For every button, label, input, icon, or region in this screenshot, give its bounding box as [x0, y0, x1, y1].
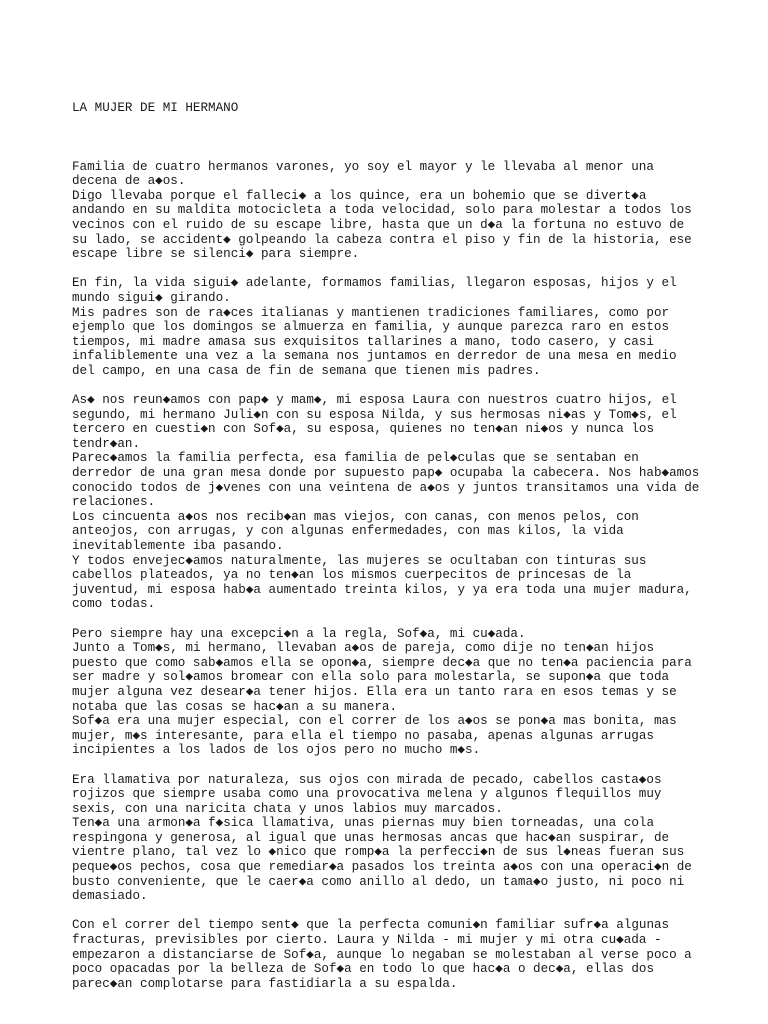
text-line: incipientes a los lados de los ojos pero no mucho m◆s.: [72, 743, 481, 758]
text-line: tendr◆an.: [72, 436, 141, 451]
text-line: andando en su maldita motocicleta a toda velocidad, solo para molestar a todos los: [72, 203, 692, 218]
paragraph: [72, 160, 752, 262]
text-line: vientre plano, tal vez lo ◆nico que romp◆a la perfecci◆n de sus l◆neas fueran sus: [72, 845, 685, 860]
text-line: infaliblemente una vez a la semana nos juntamos en derredor de una mesa en medio: [72, 349, 677, 364]
text-line: vecinos con el ruido de su escape libre, hasta que un d◆a la fortuna no estuvo de: [72, 217, 685, 232]
text-line: Mis padres son de ra◆ces italianas y mantienen tradiciones familiares, como por: [72, 305, 670, 320]
text-line: Era llamativa por naturaleza, sus ojos con mirada de pecado, cabellos casta◆os: [72, 772, 662, 787]
text-line: mujer, m◆s interesante, para ella el tiempo no pasaba, apenas algunas arrugas: [72, 728, 654, 743]
text-line: tercero en cuesti◆n con Sof◆a, su esposa, quienes no ten◆an ni◆os y nunca los: [72, 422, 655, 437]
text-line: En fin, la vida sigui◆ adelante, formamos familias, llegaron esposas, hijos y el: [72, 276, 677, 291]
text-line: Parec◆amos la familia perfecta, esa familia de pel◆culas que se sentaban en: [72, 451, 639, 466]
text-line: su lado, se accident◆ golpeando la cabeza contra el piso y fin de la historia, ese: [72, 232, 692, 247]
text-line: derredor de una gran mesa donde por supuesto pap◆ ocupaba la cabecera. Nos hab◆amos: [72, 466, 700, 481]
text-line: puesto que como sab◆amos ella se opon◆a, siempre dec◆a que no ten◆a paciencia para: [72, 655, 692, 670]
text-line: Y todos envejec◆amos naturalmente, las mujeres se ocultaban con tinturas sus: [72, 553, 647, 568]
text-line: Con el correr del tiempo sent◆ que la perfecta comuni◆n familiar sufr◆a algunas: [72, 918, 670, 933]
text-line: segundo, mi hermano Juli◆n con su esposa Nilda, y sus hermosas ni◆as y Tom◆s, el: [72, 407, 677, 422]
text-line: Pero siempre hay una excepci◆n a la regla, Sof◆a, mi cu◆ada.: [72, 626, 526, 641]
text-line: mujer alguna vez desear◆a tener hijos. Ella era un tanto rara en esos temas y se: [72, 684, 677, 699]
text-line: ser madre y sol◆amos bromear con ella solo para molestarla, se supon◆a que toda: [72, 670, 670, 685]
text-line: como todas.: [72, 597, 156, 612]
text-line: rojizos que siempre usaba como una provocativa melena y algunos flequillos muy: [72, 787, 662, 802]
paragraph: [72, 276, 752, 378]
text-line: juventud, mi esposa hab◆a aumentado treinta kilos, y ya era toda una mujer madura,: [72, 582, 692, 597]
text-line: cabellos plateados, ya no ten◆an los mismos cuerpecitos de princesas de la: [72, 568, 632, 583]
paragraph: [72, 773, 752, 904]
text-line: tiempos, mi madre amasa sus exquisitos tallarines a mano, todo casero, y casi: [72, 334, 654, 349]
text-line: parec◆an complotarse para fastidiarla a su espalda.: [72, 976, 458, 991]
text-line: ejemplo que los domingos se almuerza en familia, y aunque parezca raro en estos: [72, 320, 670, 335]
document-body: [72, 160, 752, 992]
text-line: busto conveniente, que le caer◆a como anillo al dedo, un tama◆o justo, ni poco ni: [72, 874, 685, 889]
text-line: Digo llevaba porque el falleci◆ a los quince, era un bohemio que se divert◆a: [72, 188, 647, 203]
text-line: decena de a◆os.: [72, 174, 186, 189]
text-line: sexis, con una naricita chata y unos labios muy marcados.: [72, 801, 503, 816]
text-line: peque◆os pechos, cosa que remediar◆a pasados los treinta a◆os con una operaci◆n de: [72, 860, 692, 875]
document-title: LA MUJER DE MI HERMANO: [72, 101, 239, 116]
text-line: respingona y generosa, al igual que unas hermosas ancas que hac◆an suspirar, de: [72, 830, 670, 845]
paragraph: [72, 918, 752, 991]
text-line: escape libre se silenci◆ para siempre.: [72, 247, 360, 262]
text-line: poco opacadas por la belleza de Sof◆a en todo lo que hac◆a o dec◆a, ellas dos: [72, 962, 654, 977]
paragraph: [72, 393, 752, 612]
document-page: [72, 72, 752, 1021]
text-line: As◆ nos reun◆amos con pap◆ y mam◆, mi esposa Laura con nuestros cuatro hijos, el: [72, 393, 677, 408]
text-line: notaba que las cosas se hac◆an a su manera.: [72, 699, 397, 714]
text-line: demasiado.: [72, 889, 148, 904]
text-line: Familia de cuatro hermanos varones, yo soy el mayor y le llevaba al menor una: [72, 159, 654, 174]
text-line: relaciones.: [72, 495, 156, 510]
paragraph: [72, 627, 752, 758]
text-line: fracturas, previsibles por cierto. Laura y Nilda - mi mujer y mi otra cu◆ada -: [72, 933, 662, 948]
text-line: Sof◆a era una mujer especial, con el correr de los a◆os se pon◆a mas bonita, mas: [72, 714, 677, 729]
text-line: conocido todos de j◆venes con una veintena de a◆os y juntos transitamos una vida de: [72, 480, 700, 495]
text-line: Los cincuenta a◆os nos recib◆an mas viejos, con canas, con menos pelos, con: [72, 509, 639, 524]
text-line: del campo, en una casa de fin de semana que tienen mis padres.: [72, 363, 541, 378]
text-line: mundo sigui◆ girando.: [72, 290, 231, 305]
text-line: inevitablemente iba pasando.: [72, 539, 284, 553]
text-line: Ten◆a una armon◆a f◆sica llamativa, unas piernas muy bien torneadas, una cola: [72, 816, 654, 831]
text-line: anteojos, con arrugas, y con algunas enfermedades, con mas kilos, la vida: [72, 524, 624, 539]
text-line: Junto a Tom◆s, mi hermano, llevaban a◆os de pareja, como dije no ten◆an hijos: [72, 641, 654, 656]
text-line: empezaron a distanciarse de Sof◆a, aunque lo negaban se molestaban al verse poco a: [72, 947, 692, 962]
